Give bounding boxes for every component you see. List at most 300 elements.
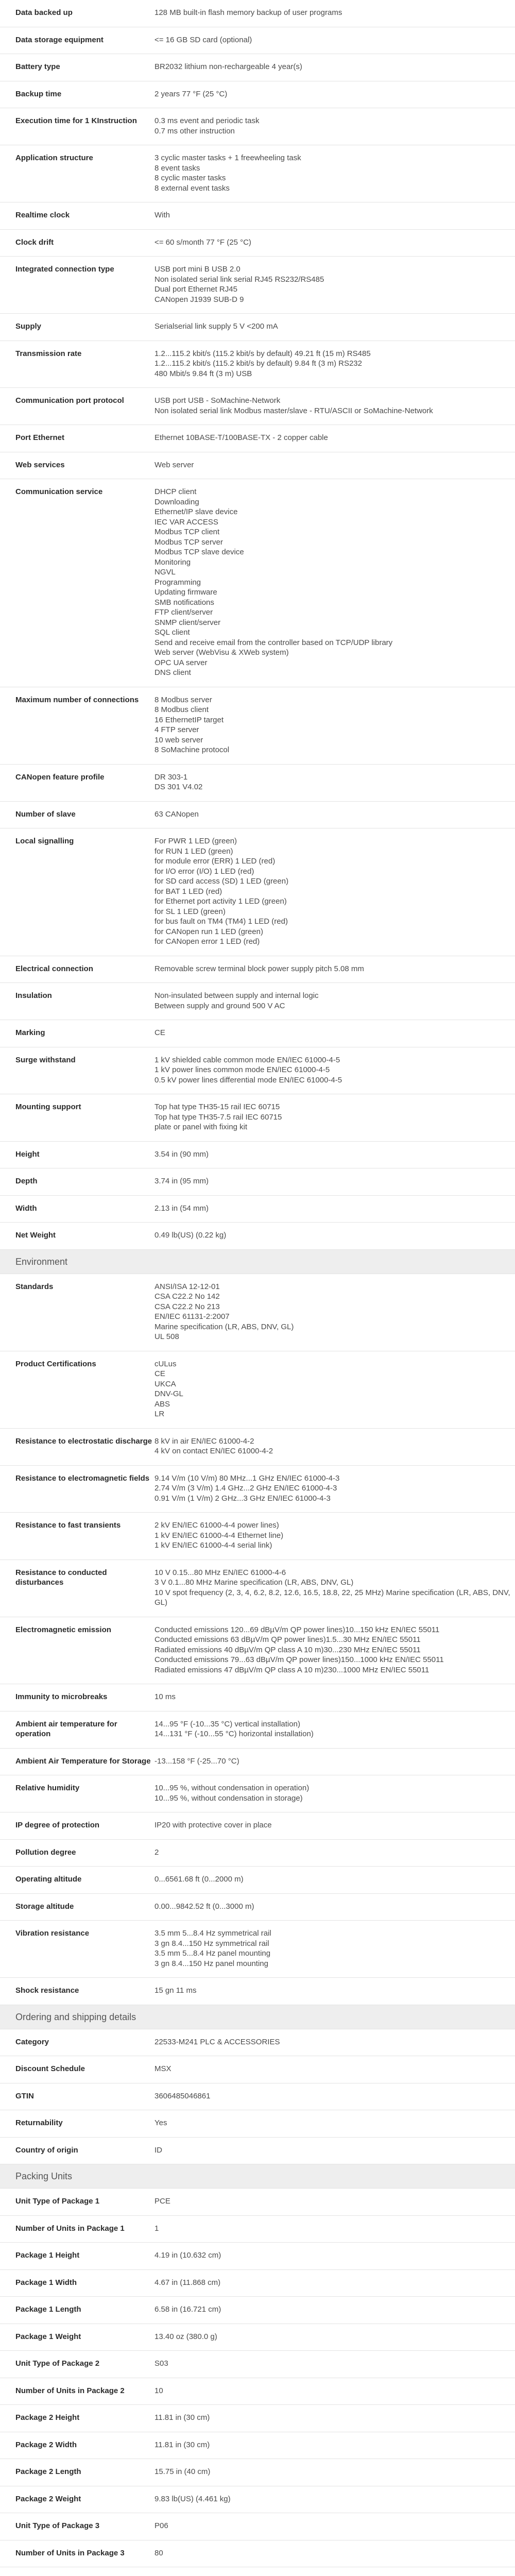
spec-label: Storage altitude [15,1902,74,1911]
spec-label: Package 1 Weight [15,2332,81,2341]
spec-label: Web services [15,460,65,469]
spec-value-line: 8 event tasks [154,163,200,173]
spec-value-line: 0...6561.68 ft (0...2000 m) [154,1875,244,1884]
spec-value-line: Marine specification (LR, ABS, DNV, GL) [154,1322,294,1331]
spec-value-line: MSX [154,2064,171,2073]
spec-value [154,1874,515,1885]
spec-value [154,2091,515,2102]
spec-label: Height [15,1149,40,1159]
spec-value-line: for bus fault on TM4 (TM4) 1 LED (red) [154,917,288,926]
spec-value [154,1848,515,1858]
spec-value-line: PCE [154,2197,170,2206]
spec-value-line: 3.5 mm 5...8.4 Hz symmetrical rail [154,1929,271,1938]
spec-value-line: USB port mini B USB 2.0 [154,265,241,274]
spec-value-line: 11.81 in (30 cm) [154,2440,210,2449]
spec-value-line: CANopen J1939 SUB-D 9 [154,295,244,304]
spec-label: Insulation [15,991,52,1000]
spec-value-line: 9.83 lb(US) (4.461 kg) [154,2494,231,2503]
spec-value-line: 14...95 °F (-10...35 °C) vertical installation) [154,1719,300,1728]
spec-value-line: 4 FTP server [154,725,199,734]
spec-row [0,1684,515,1711]
spec-value-line: Ethernet 10BASE-T/100BASE-TX - 2 copper cable [154,433,328,442]
spec-value-line: 0.00...9842.52 ft (0...3000 m) [154,1902,254,1911]
spec-row [0,1921,515,1978]
spec-row [0,27,515,55]
spec-value-line: CE [154,1369,165,1378]
spec-value-line: 3 cyclic master tasks + 1 freewheeling task [154,154,301,162]
spec-value-line: 4.19 in (10.632 cm) [154,2251,221,2260]
spec-row [0,765,515,802]
spec-value-line: OPC UA server [154,658,208,667]
spec-label: Realtime clock [15,211,70,219]
spec-value [154,153,515,193]
spec-value-line: DS 301 V4.02 [154,783,203,791]
spec-label: Maximum number of connections [15,695,139,704]
spec-label: Resistance to electromagnetic fields [15,1473,150,1483]
spec-row [0,2138,515,2165]
spec-value-line: 14...131 °F (-10...55 °C) horizontal installation) [154,1730,314,1738]
spec-value-line: 0.49 lb(US) (0.22 kg) [154,1231,227,1240]
spec-value-line: ABS [154,1399,170,1409]
spec-row [0,314,515,341]
spec-value-line: NGVL [154,568,176,577]
spec-value-line: Between supply and ground 500 V AC [154,1001,285,1010]
spec-row [0,1775,515,1812]
spec-value [154,2118,515,2128]
spec-row [0,2486,515,2514]
spec-value-line: Non isolated serial link serial RJ45 RS232/RS485 [154,275,324,284]
spec-row [0,687,515,765]
spec-row [0,1168,515,1196]
spec-value [154,1756,515,1767]
spec-value-line: 15 gn 11 ms [154,1986,197,1995]
spec-label: Surge withstand [15,1055,76,1064]
spec-value [154,991,515,1011]
spec-value-line: DHCP client [154,487,197,496]
spec-value-line: 2 kV EN/IEC 61000-4-4 power lines) [154,1521,279,1530]
spec-row [0,2243,515,2270]
spec-row [0,1749,515,1776]
spec-value [154,1625,515,1675]
spec-row [0,2432,515,2460]
spec-value-line: For PWR 1 LED (green) [154,837,237,845]
spec-label: Width [15,1204,37,1213]
spec-value-line: <= 16 GB SD card (optional) [154,35,252,44]
spec-value [154,1692,515,1702]
spec-value [154,695,515,755]
spec-value [154,1568,515,1608]
spec-row [0,802,515,829]
spec-label: Returnability [15,2119,63,2127]
spec-value-line: With [154,211,170,219]
spec-row [0,388,515,425]
spec-value-line: SMB notifications [154,598,214,607]
spec-value-line: 3 gn 8.4...150 Hz symmetrical rail [154,1939,269,1948]
spec-row [0,341,515,388]
spec-value-line: ANSI/ISA 12-12-01 [154,1282,220,1291]
spec-label: Standards [15,1282,54,1291]
spec-label: Marking [15,1028,45,1037]
spec-label: Integrated connection type [15,265,114,274]
spec-value-line: 1 kV shielded cable common mode EN/IEC 61000-4-5 [154,1055,340,1064]
spec-value-line: 8 cyclic master tasks [154,174,226,182]
spec-value-line: IP20 with protective cover in place [154,1821,272,1829]
spec-label: Clock drift [15,238,54,247]
spec-value-line: DR 303-1 [154,772,188,782]
spec-row [0,1196,515,1223]
spec-label: Product Certifications [15,1359,96,1368]
spec-value-line: 4 kV on contact EN/IEC 61000-4-2 [154,1447,273,1455]
spec-value [154,2250,515,2261]
spec-value-line: CSA C22.2 No 213 [154,1302,220,1311]
spec-value-line: for CANopen run 1 LED (green) [154,927,263,936]
spec-row [0,983,515,1020]
spec-value-line: Monitoring [154,557,191,567]
spec-value-line: Top hat type TH35-15 rail IEC 60715 [154,1103,280,1111]
spec-value-line: 22533-M241 PLC & ACCESSORIES [154,2037,280,2046]
spec-label: Pollution degree [15,1848,76,1857]
spec-value [154,1282,515,1342]
spec-row [0,2270,515,2297]
spec-label: Resistance to conducted disturbances [15,1568,107,1587]
spec-value [154,349,515,379]
spec-value [154,2304,515,2315]
spec-label: Unit Type of Package 3 [15,2521,100,2530]
spec-value-line: 1 kV EN/IEC 61000-4-4 Ethernet line) [154,1531,284,1540]
spec-value [154,1028,515,1038]
spec-label: Package 2 Length [15,2467,81,2476]
spec-value [154,836,515,947]
spec-label: Resistance to electrostatic discharge [15,1436,152,1446]
spec-value-line: 1.2...115.2 kbit/s (115.2 kbit/s by default) 49.21 ft (15 m) RS485 [154,349,371,358]
spec-value [154,964,515,974]
spec-value [154,1359,515,1419]
spec-label: Resistance to fast transients [15,1521,121,1530]
spec-value [154,1204,515,1214]
spec-value-line: for I/O error (I/O) 1 LED (red) [154,867,254,876]
spec-row [0,2459,515,2486]
spec-label: Ambient air temperature for operation [15,1719,117,1738]
spec-row [0,1274,515,1351]
spec-value-line: 10 [154,2386,163,2395]
spec-label: Category [15,2037,49,2046]
spec-value-line: for BAT 1 LED (red) [154,887,222,896]
spec-value-line: Yes [154,2119,167,2127]
spec-row [0,2513,515,2540]
spec-value-line: for module error (ERR) 1 LED (red) [154,857,276,866]
spec-row [0,81,515,109]
spec-label: Number of Units in Package 1 [15,2224,125,2233]
spec-value-line: DNV-GL [154,1389,183,1398]
spec-value [154,2494,515,2504]
spec-row [0,2540,515,2568]
spec-row [0,452,515,480]
spec-row [0,108,515,145]
spec-value [154,1820,515,1831]
spec-value-line: SNMP client/server [154,618,221,627]
spec-label: Unit Type of Package 1 [15,2197,100,2206]
spec-row [0,1094,515,1142]
spec-row [0,2378,515,2405]
spec-value [154,116,515,136]
spec-row [0,828,515,956]
spec-value-line: Send and receive email from the controller based on TCP/UDP library [154,638,393,647]
spec-value-line: Radiated emissions 40 dBµV/m QP class A 10 m)30...230 MHz EN/IEC 55011 [154,1645,421,1654]
spec-value [154,1902,515,1912]
spec-label: Package 2 Width [15,2440,77,2449]
spec-value [154,2440,515,2450]
spec-value [154,8,515,18]
spec-value-line: 2 years 77 °F (25 °C) [154,89,228,98]
spec-row [0,2324,515,2351]
spec-value [154,89,515,99]
spec-row [0,2189,515,2216]
spec-label: Shock resistance [15,1986,79,1995]
spec-value-line: <= 60 s/month 77 °F (25 °C) [154,238,251,247]
spec-value [154,1436,515,1456]
spec-value-line: S03 [154,2359,168,2368]
spec-label: CANopen feature profile [15,772,105,782]
spec-value-line: Conducted emissions 79...63 dBµV/m QP power lines)150...1000 kHz EN/IEC 55011 [154,1655,444,1664]
spec-value [154,460,515,470]
spec-value-line: Updating firmware [154,588,217,597]
spec-value [154,1102,515,1132]
spec-row [0,956,515,984]
spec-value-line: 10 V 0.15...80 MHz EN/IEC 61000-4-6 [154,1568,286,1577]
spec-value-line: Modbus TCP slave device [154,548,244,556]
spec-value-line: Non-insulated between supply and internal logic [154,991,319,1000]
spec-label: Data storage equipment [15,35,104,44]
spec-value-line: UKCA [154,1379,176,1388]
spec-value [154,772,515,792]
spec-row [0,1812,515,1840]
section-header: Environment [0,1250,515,1274]
spec-value [154,2224,515,2234]
spec-value-line: 1 kV power lines common mode EN/IEC 61000-4-5 [154,1065,330,1074]
spec-value-line: Radiated emissions 47 dBµV/m QP class A 10 m)230...1000 MHz EN/IEC 55011 [154,1665,430,1674]
spec-value-line: for Ethernet port activity 1 LED (green) [154,897,287,906]
spec-value [154,809,515,820]
spec-value-line: Modbus TCP client [154,528,220,536]
spec-value [154,2548,515,2558]
spec-row [0,1978,515,2005]
spec-value-line: 2 [154,1848,159,1857]
spec-value [154,1986,515,1996]
spec-value-line: 10 web server [154,735,203,744]
spec-label: Communication service [15,487,103,496]
spec-value-line: 4.67 in (11.868 cm) [154,2278,221,2287]
spec-row [0,2110,515,2138]
section-header: Packing Units [0,2164,515,2189]
spec-row [0,2056,515,2083]
spec-row [0,1617,515,1685]
spec-value-line: 3 V 0.1...80 MHz Marine specification (LR, ABS, DNV, GL) [154,1578,354,1587]
spec-value [154,1520,515,1551]
spec-value-line: 8 Modbus client [154,705,209,714]
spec-value-line: 0.3 ms event and periodic task [154,116,260,125]
spec-label: Package 1 Height [15,2251,80,2260]
spec-value-line: Removable screw terminal block power supply pitch 5.08 mm [154,964,364,973]
spec-value [154,1055,515,1086]
spec-label: Package 2 Weight [15,2494,81,2503]
spec-value-line: LR [154,1410,165,1418]
spec-value-line: 3 gn 8.4...150 Hz panel mounting [154,1959,268,1968]
spec-value-line: 15.75 in (40 cm) [154,2467,211,2476]
spec-value-line: Conducted emissions 120...69 dBµV/m QP power lines)10...150 kHz EN/IEC 55011 [154,1625,440,1634]
spec-label: Communication port protocol [15,396,124,405]
spec-value [154,487,515,678]
spec-value [154,2145,515,2156]
spec-label: IP degree of protection [15,1821,100,1829]
spec-row [0,2216,515,2243]
spec-value-line: for RUN 1 LED (green) [154,846,233,856]
spec-value-line: plate or panel with fixing kit [154,1123,248,1131]
spec-label: Immunity to microbreaks [15,1692,108,1701]
spec-row [0,1867,515,1894]
spec-value-line: 10 ms [154,1692,176,1701]
spec-value-line: 480 Mbit/s 9.84 ft (3 m) USB [154,369,252,378]
spec-label: Discount Schedule [15,2064,85,2073]
spec-value-line: for CANopen error 1 LED (red) [154,937,260,946]
spec-row [0,1711,515,1749]
spec-value-line: Top hat type TH35-7.5 rail IEC 60715 [154,1112,282,1122]
spec-value-line: for SL 1 LED (green) [154,907,226,916]
spec-value-line: 3.54 in (90 mm) [154,1149,209,1159]
spec-row [0,1223,515,1250]
spec-value-line: 16 EthernetIP target [154,715,224,724]
spec-row [0,1020,515,1047]
spec-value [154,35,515,45]
spec-value [154,264,515,304]
spec-value-line: 11.81 in (30 cm) [154,2413,210,2422]
spec-label: Number of slave [15,809,76,819]
spec-row [0,2297,515,2324]
spec-label: Package 1 Width [15,2278,77,2287]
spec-label: Electrical connection [15,964,93,973]
spec-value-line: 1 [154,2224,159,2233]
spec-value-line: cULus [154,1359,177,1368]
spec-row [0,2567,515,2576]
spec-row [0,1560,515,1617]
spec-value-line: 13.40 oz (380.0 g) [154,2332,217,2341]
spec-value [154,433,515,443]
spec-value-line: 1.2...115.2 kbit/s (115.2 kbit/s by default) 9.84 ft (3 m) RS232 [154,359,362,368]
spec-value-line: 3.5 mm 5...8.4 Hz panel mounting [154,1949,271,1958]
spec-value-line: Modbus TCP server [154,537,223,547]
spec-value [154,1149,515,1160]
spec-label: Relative humidity [15,1784,80,1792]
spec-label: Battery type [15,62,60,71]
spec-row [0,1142,515,1169]
spec-label: Vibration resistance [15,1929,90,1938]
spec-value-line: IEC VAR ACCESS [154,517,218,527]
spec-value-line: EN/IEC 61131-2:2007 [154,1312,230,1321]
spec-value-line: 10...95 %, without condensation in operation) [154,1784,310,1792]
spec-label: Net Weight [15,1231,56,1240]
spec-value [154,1176,515,1187]
spec-label: Execution time for 1 KInstruction [15,116,137,125]
spec-row [0,1840,515,1867]
spec-value-line: P06 [154,2521,168,2530]
spec-value [154,238,515,248]
spec-value-line: 8 external event tasks [154,183,230,193]
spec-row [0,2405,515,2432]
spec-value-line: BR2032 lithium non-rechargeable 4 year(s) [154,62,302,71]
spec-row [0,2029,515,2057]
spec-row [0,479,515,687]
spec-value-line: 2.74 V/m (3 V/m) 1.4 GHz...2 GHz EN/IEC 61000-4-3 [154,1484,337,1493]
spec-value-line: Programming [154,578,201,587]
spec-value-line: 3606485046861 [154,2091,211,2100]
spec-value-line: 8 SoMachine protocol [154,745,230,754]
spec-value-line: Serialserial link supply 5 V <200 mA [154,322,278,331]
spec-value [154,2332,515,2342]
spec-value [154,2278,515,2288]
spec-label: Transmission rate [15,349,82,358]
spec-value-line: for SD card access (SD) 1 LED (green) [154,877,289,886]
spec-value-line: 128 MB built-in flash memory backup of user programs [154,8,342,17]
spec-value-line: Non isolated serial link Modbus master/slave - RTU/ASCII or SoMachine-Network [154,406,433,415]
spec-value-line: CE [154,1028,165,1037]
spec-label: Mounting support [15,1103,81,1111]
spec-value [154,321,515,332]
spec-label: Package 2 Height [15,2413,80,2422]
spec-value [154,2386,515,2396]
spec-value-line: SQL client [154,628,190,637]
spec-row [0,202,515,230]
spec-row [0,145,515,202]
spec-value [154,1230,515,1241]
spec-label: Data backed up [15,8,73,17]
spec-row [0,1351,515,1429]
spec-value [154,1928,515,1969]
spec-row [0,425,515,452]
spec-label: Depth [15,1177,38,1185]
spec-value-line: 80 [154,2548,163,2557]
spec-value-line: 2.13 in (54 mm) [154,1204,209,1213]
spec-row [0,2083,515,2111]
spec-label: Port Ethernet [15,433,65,442]
spec-value-line: 63 CANopen [154,809,199,819]
spec-row [0,54,515,81]
spec-value [154,2064,515,2074]
spec-label: Number of Units in Package 2 [15,2386,125,2395]
spec-value [154,1473,515,1504]
spec-label: Backup time [15,89,62,98]
spec-label: Package 1 Length [15,2305,81,2314]
spec-value [154,1719,515,1739]
spec-value-line: ID [154,2145,162,2155]
spec-row [0,2351,515,2378]
spec-value [154,2196,515,2207]
spec-value-line: Conducted emissions 63 dBµV/m QP power lines)1.5...30 MHz EN/IEC 55011 [154,1635,421,1644]
spec-value-line: FTP client/server [154,608,213,617]
spec-value-line: 10...95 %, without condensation in storage) [154,1793,303,1803]
spec-value-line: CSA C22.2 No 142 [154,1292,220,1301]
spec-label: Ambient Air Temperature for Storage [15,1756,151,1766]
spec-label: Application structure [15,154,93,162]
spec-value [154,1783,515,1803]
spec-value-line: -13...158 °F (-25...70 °C) [154,1756,239,1766]
spec-value-line: 8 Modbus server [154,695,212,704]
spec-value [154,2037,515,2047]
spec-value-line: 8 kV in air EN/IEC 61000-4-2 [154,1436,254,1446]
spec-label: Unit Type of Package 2 [15,2359,100,2368]
spec-row [0,1513,515,1560]
spec-value-line: 1 kV EN/IEC 61000-4-4 serial link) [154,1541,272,1550]
spec-value [154,396,515,416]
spec-row [0,1894,515,1921]
